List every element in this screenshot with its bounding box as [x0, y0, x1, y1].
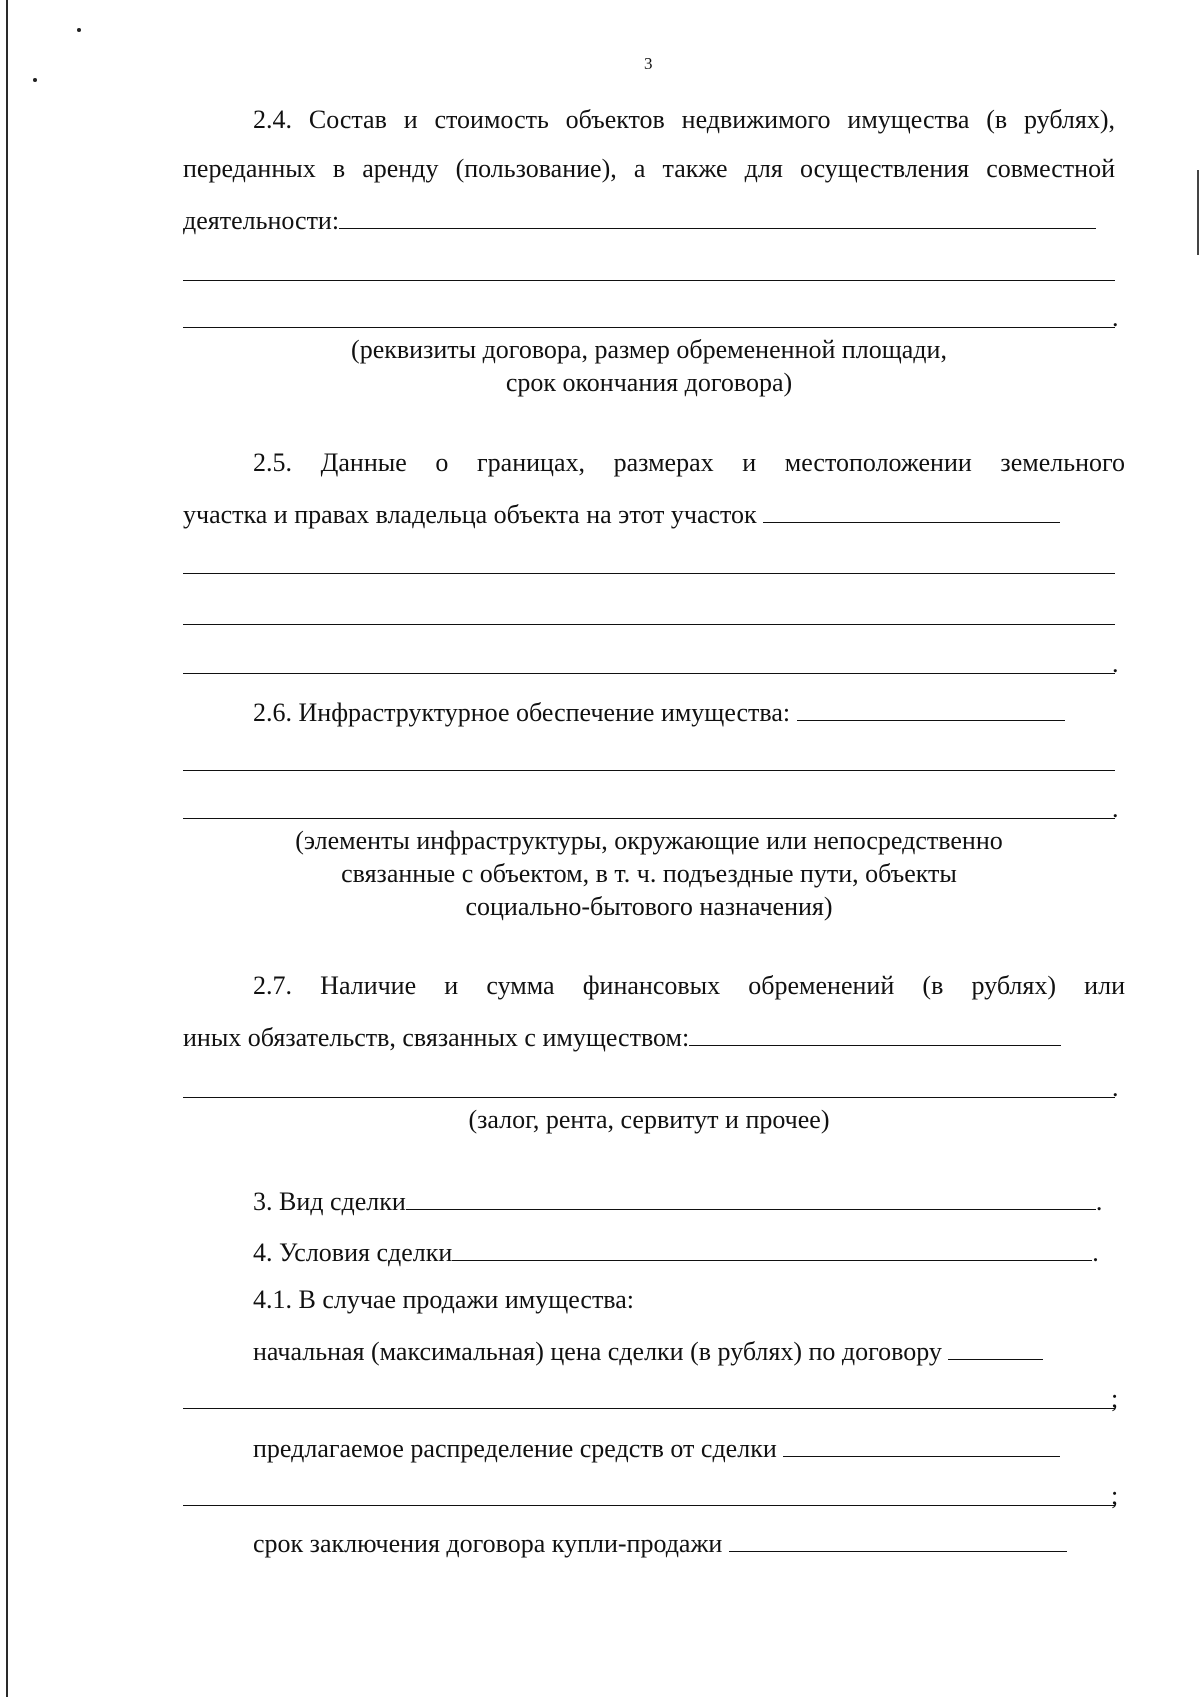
- section-2-7-answer-field[interactable]: [689, 1019, 1061, 1046]
- scan-left-edge: [6, 0, 8, 1697]
- section-2-7-line-1: 2.7. Наличие и сумма финансовых обременений (в рублях) или: [253, 971, 1125, 1000]
- section-2-7-note: (залог, рента, сервитут и прочее): [468, 1105, 830, 1134]
- section-4-1-price-label: начальная (максимальная) цена сделки (в рублях) по договору: [253, 1337, 942, 1366]
- section-2-7-label: иных обязательств, связанных с имуществом:: [183, 1023, 690, 1052]
- section-4-1-distribution-field[interactable]: [783, 1430, 1060, 1457]
- section-4-1-price-line: [253, 1333, 1043, 1368]
- section-2-4-line-2: переданных в аренду (пользование), а также для осуществления совместной: [183, 154, 1115, 183]
- section-4-answer-field[interactable]: [452, 1234, 1092, 1261]
- section-4-1-distribution-line: [253, 1430, 1060, 1465]
- section-4-end-mark: .: [1092, 1238, 1099, 1267]
- section-3-end-mark: .: [1095, 1187, 1103, 1216]
- section-2-5-answer-field[interactable]: [763, 496, 1060, 523]
- section-2-4-answer-field[interactable]: [339, 202, 1096, 229]
- page-number: 3: [644, 54, 653, 73]
- section-4-1-term-field[interactable]: [729, 1525, 1067, 1552]
- section-2-6-label: 2.6. Инфраструктурное обеспечение имущества:: [253, 698, 791, 727]
- section-4-1-heading: 4.1. В случае продажи имущества:: [253, 1285, 634, 1314]
- section-3-answer-field[interactable]: [406, 1183, 1096, 1210]
- section-2-4-note-line-1: (реквизиты договора, размер обремененной площади,: [351, 335, 947, 364]
- section-4-1-price-answer-line[interactable]: [183, 1408, 1115, 1409]
- section-2-5-line-2: [183, 496, 1060, 531]
- section-2-4-line-3: [183, 202, 1096, 237]
- section-2-4-answer-line[interactable]: [183, 327, 1115, 328]
- section-2-6-end-mark: .: [1112, 794, 1119, 823]
- section-3-line: [253, 1183, 1102, 1218]
- section-4-1-distribution-label: предлагаемое распределение средств от сделки: [253, 1434, 777, 1463]
- section-4-1-distribution-end-mark: ;: [1111, 1481, 1119, 1510]
- section-2-6-note-line-1: (элементы инфраструктуры, окружающие или непосредственно: [295, 826, 1003, 855]
- section-2-6-line-1: [253, 694, 1065, 729]
- section-2-4-answer-line[interactable]: [183, 280, 1115, 281]
- section-4-1-term-label: срок заключения договора купли-продажи: [253, 1529, 723, 1558]
- section-2-4-end-mark: .: [1112, 303, 1119, 332]
- section-2-6-answer-field[interactable]: [797, 694, 1065, 721]
- section-4-1-price-end-mark: ;: [1111, 1384, 1119, 1413]
- section-2-6-answer-line[interactable]: [183, 818, 1115, 819]
- section-2-4-line-1: 2.4. Состав и стоимость объектов недвижимого имущества (в рублях),: [253, 105, 1115, 134]
- section-4-label: 4. Условия сделки: [253, 1238, 453, 1267]
- section-2-5-line-1: 2.5. Данные о границах, размерах и местоположении земельного: [253, 448, 1125, 477]
- scan-speck: [77, 28, 81, 32]
- section-2-6-answer-line[interactable]: [183, 770, 1115, 771]
- section-3-label: 3. Вид сделки: [253, 1187, 406, 1216]
- section-2-7-end-mark: .: [1112, 1073, 1119, 1102]
- section-4-1-distribution-answer-line[interactable]: [183, 1505, 1115, 1506]
- section-2-6-note-line-2: связанные с объектом, в т. ч. подъездные пути, объекты: [341, 859, 957, 888]
- section-2-5-answer-line[interactable]: [183, 624, 1115, 625]
- section-4-1-term-line: [253, 1525, 1067, 1560]
- section-2-5-label: участка и правах владельца объекта на этот участок: [183, 500, 757, 529]
- scan-right-edge: [1197, 170, 1199, 255]
- section-2-5-end-mark: .: [1112, 649, 1119, 678]
- section-2-7-answer-line[interactable]: [183, 1097, 1115, 1098]
- section-2-6-note-line-3: социально-бытового назначения): [465, 892, 833, 921]
- section-2-4-label: деятельности:: [183, 206, 340, 235]
- section-4-line: [253, 1234, 1099, 1269]
- section-4-1-price-field[interactable]: [948, 1333, 1043, 1360]
- section-2-5-answer-line[interactable]: [183, 673, 1115, 674]
- section-2-4-note-line-2: срок окончания договора): [505, 368, 793, 397]
- section-2-5-answer-line[interactable]: [183, 573, 1115, 574]
- section-2-7-line-2: [183, 1019, 1061, 1054]
- scan-speck: [33, 78, 37, 82]
